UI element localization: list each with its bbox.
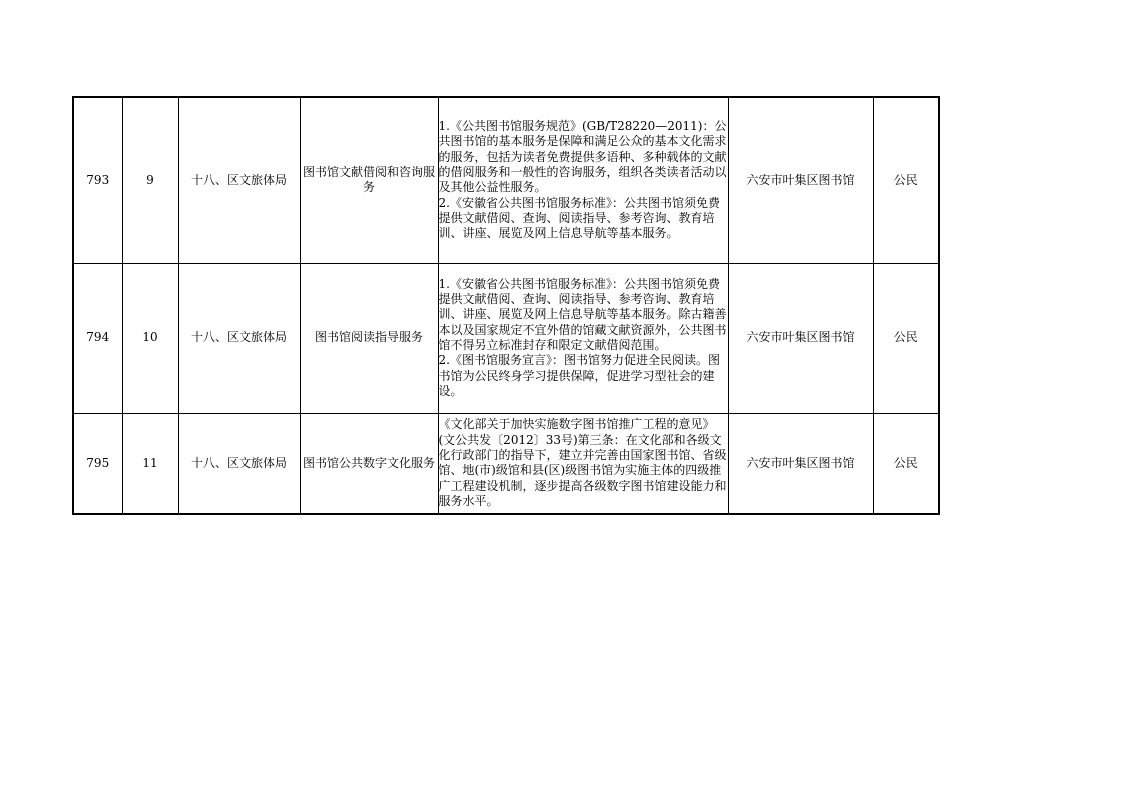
sub-number-cell: 9 bbox=[122, 97, 178, 263]
service-list-table bbox=[72, 96, 940, 515]
target-cell: 公民 bbox=[873, 263, 939, 413]
legal-basis-cell bbox=[438, 263, 728, 413]
target-cell: 公民 bbox=[873, 413, 939, 514]
row-number-cell: 793 bbox=[73, 97, 122, 263]
table-row bbox=[73, 97, 939, 263]
provider-cell: 六安市叶集区图书馆 bbox=[728, 263, 873, 413]
target-cell: 公民 bbox=[873, 97, 939, 263]
row-number-cell: 795 bbox=[73, 413, 122, 514]
sub-number-cell: 11 bbox=[122, 413, 178, 514]
basis-paragraph: 《文化部关于加快实施数字图书馆推广工程的意见》(文公共发〔2012〕33号)第三条：在文化部和各级文化行政部门的指导下，建立并完善由国家图书馆、省级馆、地(市)级馆和县(区)级图书馆为实施主体的四级推广工程建设机制，逐步提高各级数字图书馆建设能力和服务水平。 bbox=[438, 417, 727, 508]
department-cell: 十八、区文旅体局 bbox=[178, 413, 300, 514]
service-item-cell: 图书馆公共数字文化服务 bbox=[300, 413, 438, 514]
basis-paragraph: 2.《图书馆服务宣言》：图书馆努力促进全民阅读。图书馆为公民终身学习提供保障，促进学习型社会的建设。 bbox=[438, 353, 720, 398]
legal-basis-cell bbox=[438, 97, 728, 263]
sub-number-cell: 10 bbox=[122, 263, 178, 413]
basis-paragraph: 1.《公共图书馆服务规范》(GB/T28220—2011)：公共图书馆的基本服务是保障和满足公众的基本文化需求的服务，包括为读者免费提供多语种、多种载体的文献的借阅服务和一般性的咨询服务，组织各类读者活动以及其他公益性服务。 bbox=[438, 119, 727, 195]
department-cell: 十八、区文旅体局 bbox=[178, 97, 300, 263]
table-row bbox=[73, 413, 939, 514]
legal-basis-cell bbox=[438, 413, 728, 514]
service-item-cell: 图书馆文献借阅和咨询服务 bbox=[300, 97, 438, 263]
service-item-cell: 图书馆阅读指导服务 bbox=[300, 263, 438, 413]
basis-paragraph: 1.《安徽省公共图书馆服务标准》：公共图书馆须免费提供文献借阅、查询、阅读指导、参考咨询、教育培训、讲座、展览及网上信息导航等基本服务。除古籍善本以及国家规定不宜外借的馆藏文献资源外，公共图书馆不得另立标准封存和限定文献借阅范围。 bbox=[438, 276, 727, 352]
provider-cell: 六安市叶集区图书馆 bbox=[728, 97, 873, 263]
row-number-cell: 794 bbox=[73, 263, 122, 413]
provider-cell: 六安市叶集区图书馆 bbox=[728, 413, 873, 514]
table-row bbox=[73, 263, 939, 413]
department-cell: 十八、区文旅体局 bbox=[178, 263, 300, 413]
basis-paragraph: 2.《安徽省公共图书馆服务标准》：公共图书馆须免费提供文献借阅、查询、阅读指导、参考咨询、教育培训、讲座、展览及网上信息导航等基本服务。 bbox=[438, 195, 720, 241]
